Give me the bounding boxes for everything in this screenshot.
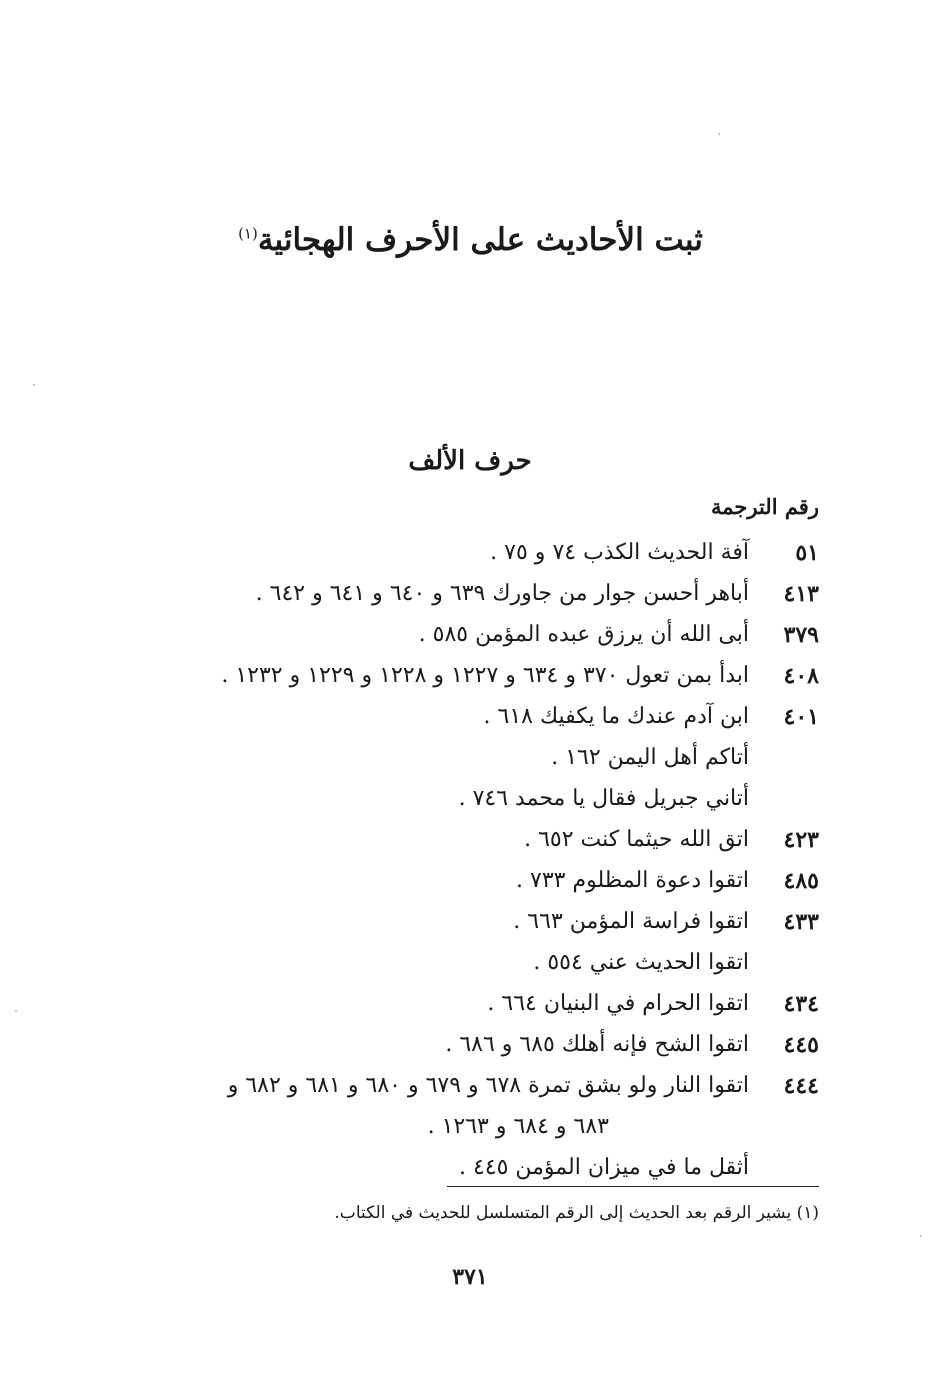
scan-speck: [718, 133, 720, 135]
page-number: ٣٧١: [452, 1264, 488, 1290]
entry-number: ٤٠٨: [783, 662, 819, 689]
list-item: [99, 860, 819, 901]
page-title: [150, 222, 791, 258]
entry-number: ٤٣٤: [783, 990, 819, 1017]
list-item: [99, 614, 819, 655]
entry-text: أباهر أحسن جوار من جاورك ٦٣٩ و ٦٤٠ و ٦٤١ و ٦٤٢ .: [255, 581, 749, 606]
list-item: [99, 1065, 819, 1106]
scan-speck: [920, 1235, 922, 1237]
entry-text: أثقل ما في ميزان المؤمن ٤٤٥ .: [458, 1155, 749, 1180]
entry-text: آفة الحديث الكذب ٧٤ و ٧٥ .: [490, 540, 749, 565]
entry-text: ابدأ بمن تعول ٣٧٠ و ٦٣٤ و ١٢٢٧ و ١٢٢٨ و ١٢٢٩ و ١٢٣٢ .: [221, 663, 749, 688]
entry-text: اتق الله حيثما كنت ٦٥٢ .: [524, 827, 749, 852]
list-item: [99, 696, 819, 737]
hadith-index-list: [99, 532, 819, 1188]
entry-number: ٤٤٥: [783, 1031, 819, 1058]
list-item: [99, 655, 819, 696]
entry-number: ٣٧٩: [783, 621, 819, 648]
footnote: (١) يشير الرقم بعد الحديث إلى الرقم المتسلسل للحديث في الكتاب.: [334, 1203, 819, 1223]
list-item: [99, 532, 819, 573]
entry-number: ٤٢٣: [783, 826, 819, 853]
entry-number: ٤٣٣: [783, 908, 819, 935]
footnote-divider: [447, 1186, 819, 1187]
entry-text: اتقوا فراسة المؤمن ٦٦٣ .: [513, 909, 749, 934]
entry-number: ٤٨٥: [783, 867, 819, 894]
title-footnote-mark: (١): [238, 224, 258, 243]
entry-text: أبى الله أن يرزق عبده المؤمن ٥٨٥ .: [418, 622, 749, 647]
entry-text: ٦٨٣ و ٦٨٤ و ١٢٦٣ .: [427, 1114, 609, 1139]
scan-speck: [15, 1010, 17, 1012]
list-item: [99, 1106, 819, 1147]
entry-text: اتقوا الحديث عني ٥٥٤ .: [533, 950, 749, 975]
list-item: [99, 901, 819, 942]
column-header: رقم الترجمة: [710, 494, 819, 519]
entry-number: ٤١٣: [783, 580, 819, 607]
list-item: [99, 983, 819, 1024]
entry-text: اتقوا دعوة المظلوم ٧٣٣ .: [516, 868, 749, 893]
entry-number: ٥١: [795, 539, 819, 566]
list-item: [99, 573, 819, 614]
scan-speck: [33, 384, 35, 386]
page-title-text: ثبت الأحاديث على الأحرف الهجائية: [257, 222, 703, 258]
list-item: [99, 778, 819, 819]
entry-text: أتاني جبريل فقال يا محمد ٧٤٦ .: [458, 786, 749, 811]
entry-text: أتاكم أهل اليمن ١٦٢ .: [551, 745, 749, 770]
list-item: [99, 1147, 819, 1188]
list-item: [99, 1024, 819, 1065]
entry-text: اتقوا الحرام في البنيان ٦٦٤ .: [487, 991, 749, 1016]
list-item: [99, 942, 819, 983]
entry-text: ابن آدم عندك ما يكفيك ٦١٨ .: [483, 704, 749, 729]
list-item: [99, 819, 819, 860]
section-heading: حرف الألف: [408, 446, 532, 476]
entry-text: اتقوا الشح فإنه أهلك ٦٨٥ و ٦٨٦ .: [445, 1032, 749, 1057]
entry-text: اتقوا النار ولو بشق تمرة ٦٧٨ و ٦٧٩ و ٦٨٠ و ٦٨١ و ٦٨٢ و: [227, 1073, 749, 1098]
list-item: [99, 737, 819, 778]
entry-number: ٤٤٤: [783, 1072, 819, 1099]
entry-number: ٤٠١: [783, 703, 819, 730]
